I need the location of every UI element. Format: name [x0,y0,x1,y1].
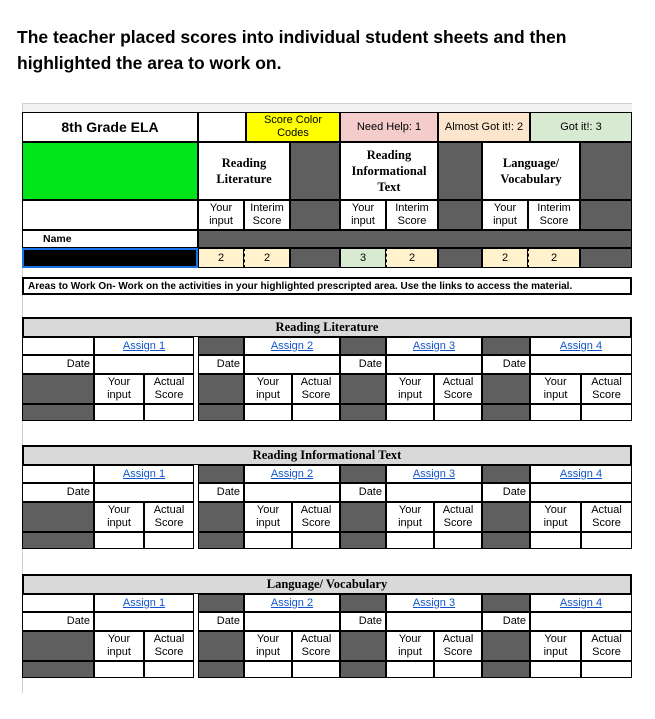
date-value-cell[interactable] [386,612,482,631]
interim-score-header: Interim Score [528,200,580,230]
blank-cell [22,337,94,355]
need-help-legend: Need Help: 1 [340,112,438,142]
date-label: Date [198,483,244,502]
caption: The teacher placed scores into individual student sheets and then highlighted the area to work on. [17,27,567,73]
interim-score-header: Interim Score [244,200,290,230]
date-label: Date [482,483,530,502]
date-label: Date [340,483,386,502]
gray-spacer [22,404,94,421]
date-label: Date [22,483,94,502]
gray-spacer [340,594,386,612]
section-title: Reading Informational Text [22,445,632,465]
your-input-header: Your input [244,631,292,661]
actual-score-header: Actual Score [581,631,632,661]
gray-spacer [340,661,386,678]
actual-score-header: Actual Score [581,502,632,532]
blank-cell [22,465,94,483]
date-value-cell[interactable] [94,355,194,374]
date-value-cell[interactable] [244,483,340,502]
your-input-header: Your input [482,200,528,230]
actual-score-header: Actual Score [434,374,482,404]
assign-link-2[interactable]: Assign 2 [244,337,340,355]
assign-link-4[interactable]: Assign 4 [530,465,632,483]
gray-spacer [198,404,244,421]
section-title: Reading Literature [22,317,632,337]
date-label: Date [482,612,530,631]
actual-score-value[interactable] [144,532,194,549]
date-value-cell[interactable] [244,355,340,374]
actual-score-header: Actual Score [292,502,340,532]
your-input-header: Your input [386,374,434,404]
name-label: Name [22,230,198,248]
gray-spacer [438,248,482,268]
actual-score-header: Actual Score [144,631,194,661]
your-input-value[interactable] [386,404,434,421]
your-input-value[interactable] [386,532,434,549]
your-input-header: Your input [94,374,144,404]
gray-spacer [22,374,94,404]
reading-informational-input-score[interactable]: 3 [340,248,386,268]
blank-cell [198,112,246,142]
gray-spacer [482,337,530,355]
name-input-cell[interactable] [22,248,198,268]
gray-spacer [482,374,530,404]
got-it-legend: Got it!: 3 [530,112,632,142]
your-input-header: Your input [386,502,434,532]
assign-link-4[interactable]: Assign 4 [530,337,632,355]
gray-spacer [340,465,386,483]
gray-spacer [198,532,244,549]
your-input-value[interactable] [94,404,144,421]
highlight-green-cell [22,142,198,200]
gray-spacer [482,465,530,483]
your-input-header: Your input [386,631,434,661]
assign-link-3[interactable]: Assign 3 [386,594,482,612]
gray-spacer [340,502,386,532]
date-value-cell[interactable] [386,355,482,374]
score-color-codes-label: Score Color Codes [246,112,340,142]
date-label: Date [22,355,94,374]
gray-spacer [198,661,244,678]
date-value-cell[interactable] [530,355,632,374]
category-reading-informational: Reading Informational Text [340,142,438,200]
gray-spacer [22,532,94,549]
blank-cell [22,594,94,612]
actual-score-header: Actual Score [144,502,194,532]
assign-link-3[interactable]: Assign 3 [386,337,482,355]
gray-spacer [290,200,340,230]
your-input-value[interactable] [530,532,581,549]
actual-score-value[interactable] [434,404,482,421]
reading-literature-interim-score[interactable]: 2 [244,248,290,268]
gray-spacer [438,142,482,200]
assign-link-3[interactable]: Assign 3 [386,465,482,483]
your-input-header: Your input [198,200,244,230]
gray-spacer [340,404,386,421]
gray-spacer [580,142,632,200]
gray-spacer [290,248,340,268]
date-value-cell[interactable] [530,612,632,631]
gray-spacer [482,661,530,678]
your-input-header: Your input [340,200,386,230]
gray-spacer [482,631,530,661]
interim-score-header: Interim Score [386,200,438,230]
date-value-cell[interactable] [386,483,482,502]
assign-link-1[interactable]: Assign 1 [94,465,194,483]
actual-score-value[interactable] [292,661,340,678]
section-title: Language/ Vocabulary [22,574,632,594]
actual-score-value[interactable] [292,404,340,421]
gray-spacer [482,532,530,549]
your-input-header: Your input [94,631,144,661]
language-vocabulary-interim-score[interactable]: 2 [528,248,580,268]
date-label: Date [198,612,244,631]
gray-spacer [22,661,94,678]
your-input-header: Your input [244,374,292,404]
your-input-value[interactable] [244,532,292,549]
date-value-cell[interactable] [94,483,194,502]
actual-score-value[interactable] [144,404,194,421]
gray-spacer [482,404,530,421]
reading-literature-input-score[interactable]: 2 [198,248,244,268]
date-label: Date [482,355,530,374]
gray-spacer [340,374,386,404]
gray-spacer [22,631,94,661]
date-label: Date [340,355,386,374]
actual-score-value[interactable] [434,661,482,678]
actual-score-header: Actual Score [144,374,194,404]
date-value-cell[interactable] [530,483,632,502]
actual-score-value[interactable] [434,532,482,549]
course-title: 8th Grade ELA [22,112,198,142]
gray-spacer [340,337,386,355]
gray-spacer [580,200,632,230]
actual-score-value[interactable] [581,661,632,678]
blank-cell [22,200,198,230]
actual-score-header: Actual Score [292,631,340,661]
gray-spacer [340,631,386,661]
actual-score-header: Actual Score [292,374,340,404]
actual-score-value[interactable] [292,532,340,549]
date-label: Date [22,612,94,631]
your-input-value[interactable] [244,661,292,678]
areas-to-work-on-banner: Areas to Work On- Work on the activities in your highlighted prescripted area. Use the links to access the material. [22,277,632,295]
date-value-cell[interactable] [244,612,340,631]
gray-spacer [438,200,482,230]
gray-spacer [22,502,94,532]
actual-score-value[interactable] [581,532,632,549]
actual-score-header: Actual Score [434,631,482,661]
your-input-header: Your input [530,631,581,661]
your-input-value[interactable] [530,404,581,421]
gray-spacer [290,142,340,200]
gray-spacer [482,502,530,532]
your-input-value[interactable] [244,404,292,421]
gray-spacer [198,465,244,483]
reading-informational-interim-score[interactable]: 2 [386,248,438,268]
gray-spacer [340,532,386,549]
assign-link-1[interactable]: Assign 1 [94,337,194,355]
actual-score-header: Actual Score [434,502,482,532]
your-input-header: Your input [530,502,581,532]
actual-score-header: Actual Score [581,374,632,404]
your-input-value[interactable] [386,661,434,678]
gray-spacer [482,594,530,612]
almost-legend: Almost Got it!: 2 [438,112,530,142]
gray-spacer [198,594,244,612]
category-language-vocabulary: Language/ Vocabulary [482,142,580,200]
date-label: Date [340,612,386,631]
gray-spacer [198,337,244,355]
assign-link-1[interactable]: Assign 1 [94,594,194,612]
actual-score-value[interactable] [581,404,632,421]
your-input-header: Your input [244,502,292,532]
assign-link-4[interactable]: Assign 4 [530,594,632,612]
your-input-value[interactable] [94,661,144,678]
your-input-header: Your input [530,374,581,404]
assign-link-2[interactable]: Assign 2 [244,594,340,612]
assign-link-2[interactable]: Assign 2 [244,465,340,483]
gray-spacer [198,374,244,404]
your-input-value[interactable] [530,661,581,678]
language-vocabulary-input-score[interactable]: 2 [482,248,528,268]
your-input-header: Your input [94,502,144,532]
gray-spacer [198,230,632,248]
gray-spacer [198,502,244,532]
gray-spacer [198,631,244,661]
date-value-cell[interactable] [94,612,194,631]
date-label: Date [198,355,244,374]
actual-score-value[interactable] [144,661,194,678]
your-input-value[interactable] [94,532,144,549]
category-reading-literature: Reading Literature [198,142,290,200]
gray-spacer [580,248,632,268]
